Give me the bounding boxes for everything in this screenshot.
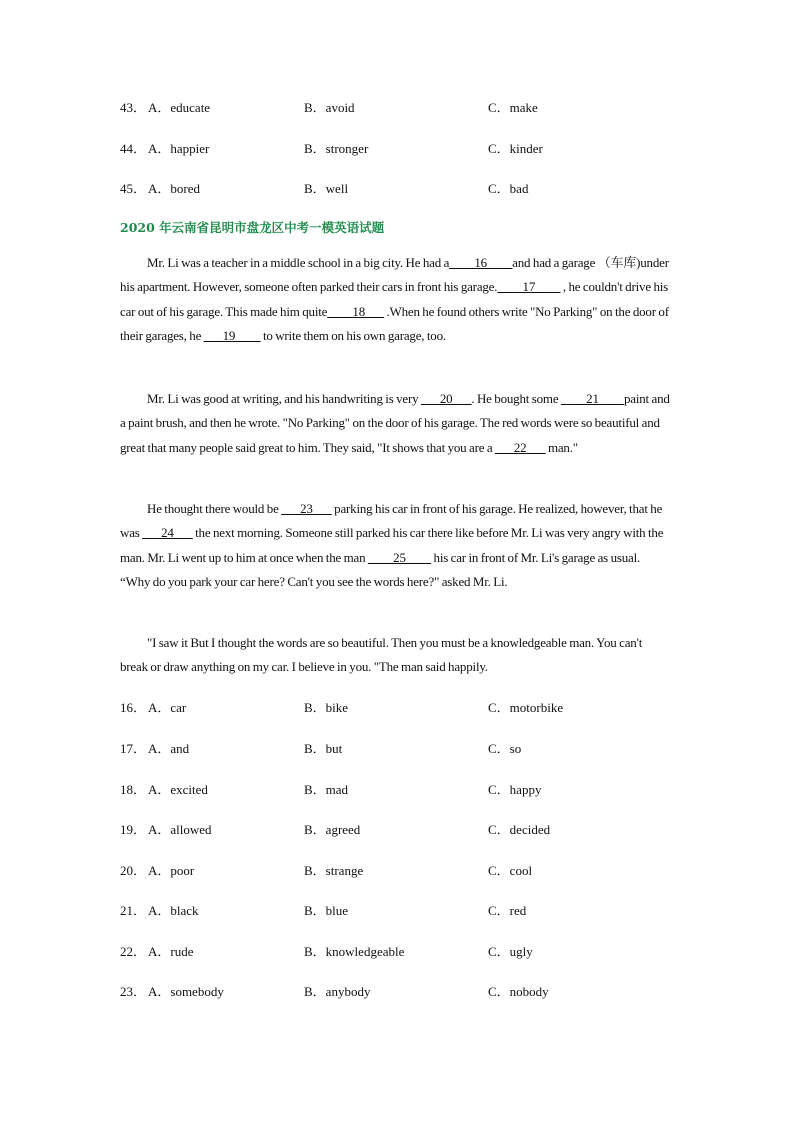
option-a: A．and (148, 741, 190, 756)
option-c: C．nobody (488, 984, 549, 999)
option-a: A．car (148, 700, 187, 715)
blank-17: ____17____ (497, 279, 561, 295)
blank-23: ___23___ (281, 501, 332, 516)
question-row (120, 981, 720, 999)
option-c: C．decided (488, 822, 551, 837)
option-b: B．stronger (304, 141, 369, 156)
passage-text: .When he found others write "No Parking" on the door of their garages, he (120, 303, 669, 344)
passage-text: man." (545, 439, 578, 455)
question-row (120, 97, 720, 115)
passage-text: Mr. Li was good at writing, and his handwriting is very (147, 391, 421, 406)
option-a: A．rude (148, 944, 194, 959)
passage-text: and had a garage （车库)under his apartment. However, someone often parked their cars in front his garage. (120, 255, 669, 295)
option-c: C．bad (488, 181, 529, 196)
question-row (120, 697, 720, 715)
passage-text: paint and a paint brush, and then he wrote. "No Parking" on the door of his garage. The red words were so beautiful and great that many people said great to him. They said, "It shows that you are a (120, 391, 670, 455)
option-c: C．so (488, 741, 522, 756)
passage-paragraph-3 (120, 497, 670, 595)
passage-paragraph-4 (120, 631, 670, 680)
option-b: B．but (304, 741, 343, 756)
passage-paragraph-2 (120, 387, 670, 460)
blank-16: ____16____ (449, 255, 513, 270)
passage-text: to write them on his own garage, too. (260, 328, 446, 344)
blank-24: ___24___ (142, 525, 193, 541)
option-b: B．agreed (304, 822, 361, 837)
option-c: C．ugly (488, 944, 533, 959)
option-a: A．educate (148, 100, 211, 115)
option-c: C．kinder (488, 141, 543, 156)
question-row (120, 941, 720, 959)
question-number: 16． (120, 700, 147, 715)
blank-25: ____25____ (367, 549, 431, 565)
passage-text: "I saw it But I thought the words are so beautiful. Then you must be a knowledgeable man. You can't break or draw anything on my car. I believe in you. "The man said happily. (120, 635, 643, 675)
section-title: 2020 年云南省昆明市盘龙区中考一模英语试题 (120, 220, 385, 235)
option-c: C．happy (488, 782, 542, 797)
option-c: C．red (488, 903, 527, 918)
blank-22: ___22___ (494, 439, 546, 455)
option-a: A．happier (148, 141, 210, 156)
passage-paragraph-1 (120, 251, 670, 349)
option-b: B．anybody (304, 984, 371, 999)
option-a: A．black (148, 903, 199, 918)
passage-text: his car in front of Mr. Li's garage as usual. “Why do you park your car here? Can't you see the words here?" asked Mr. Li. (120, 549, 641, 590)
question-row (120, 779, 720, 797)
option-c: C．make (488, 100, 538, 115)
option-a: A．excited (148, 782, 208, 797)
option-a: A．poor (148, 863, 195, 878)
blank-18: ____18___ (327, 303, 384, 319)
blank-19: ___19____ (203, 328, 261, 344)
option-b: B．bike (304, 700, 349, 715)
passage-text: parking his car in front of his garage. He realized, however, that he was (120, 501, 663, 541)
question-number: 43． (120, 100, 147, 115)
option-a: A．allowed (148, 822, 212, 837)
option-b: B．mad (304, 782, 349, 797)
question-number: 18． (120, 782, 147, 797)
question-number: 23． (120, 984, 147, 999)
option-b: B．avoid (304, 100, 355, 115)
passage-text: the next morning. Someone still parked his car there like before Mr. Li was very angry with the man. Mr. Li went up to him at once when the man (120, 525, 664, 565)
blank-20: ___20___ (420, 391, 472, 406)
option-b: B．strange (304, 863, 364, 878)
question-number: 22． (120, 944, 147, 959)
option-b: B．well (304, 181, 349, 196)
question-row (120, 738, 720, 756)
question-row (120, 900, 720, 918)
question-row (120, 860, 720, 878)
option-c: C．cool (488, 863, 533, 878)
question-number: 21． (120, 903, 147, 918)
question-row (120, 178, 720, 196)
option-c: C．motorbike (488, 700, 564, 715)
question-row (120, 819, 720, 837)
question-number: 45． (120, 181, 147, 196)
option-a: A．somebody (148, 984, 224, 999)
blank-21: ____21____ (560, 391, 624, 406)
option-b: B．knowledgeable (304, 944, 405, 959)
passage-text: . He bought some (471, 391, 561, 406)
question-number: 19． (120, 822, 147, 837)
question-row (120, 138, 720, 156)
question-number: 20． (120, 863, 147, 878)
passage-text: , he couldn't drive his car out of his garage. This made him quite (120, 279, 669, 319)
question-number: 44． (120, 141, 147, 156)
passage-text: Mr. Li was a teacher in a middle school in a big city. He had a (147, 255, 450, 270)
option-b: B．blue (304, 903, 349, 918)
question-number: 17． (120, 741, 147, 756)
passage-text: He thought there would be (147, 501, 282, 516)
option-a: A．bored (148, 181, 200, 196)
